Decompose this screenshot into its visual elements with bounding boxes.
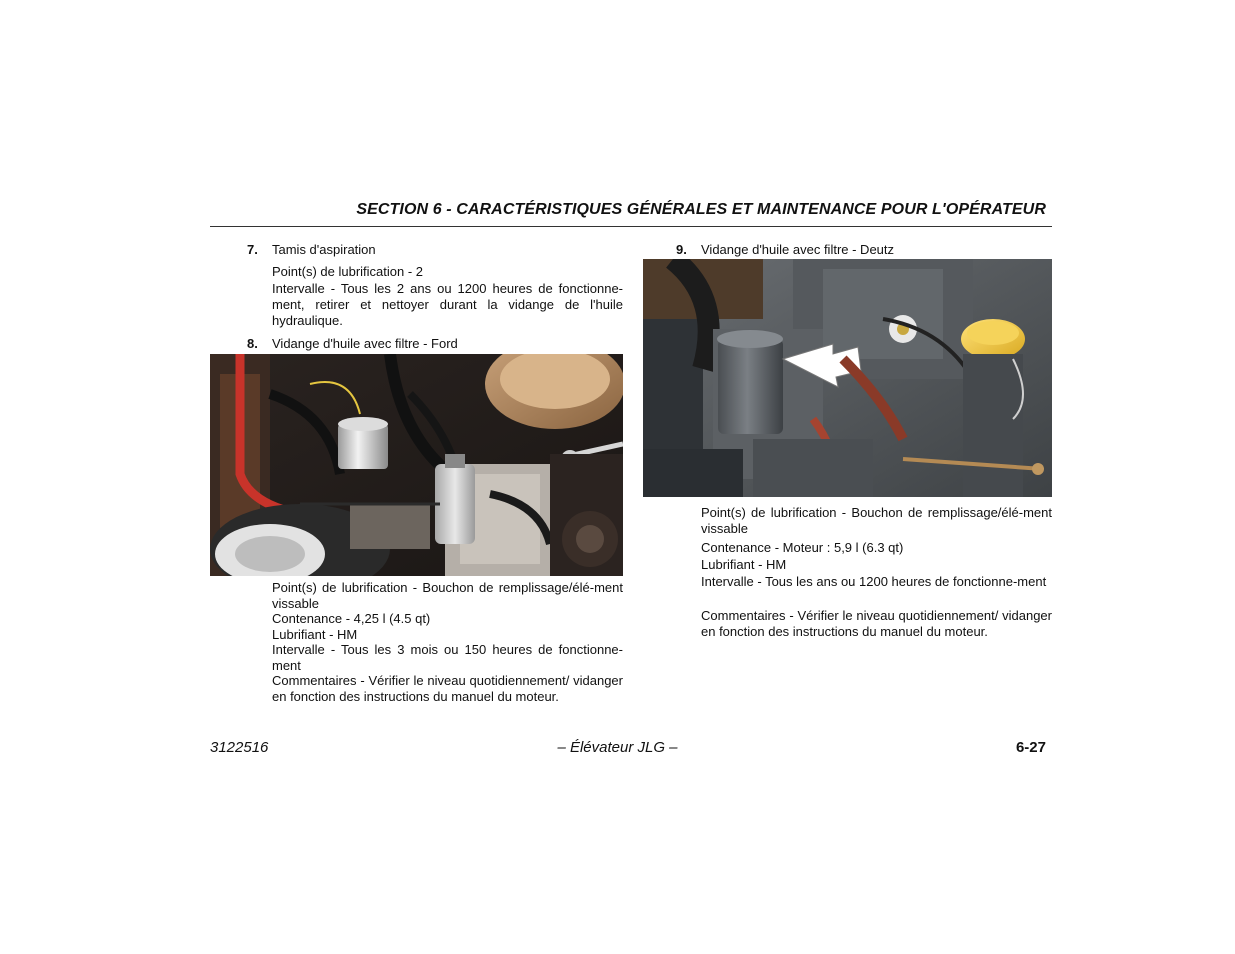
item-9-capacity: Contenance - Moteur : 5,9 l (6.3 qt) — [701, 540, 904, 555]
item-9-comments: Commentaires - Vérifier le niveau quotidiennement/ vidanger en fonction des instructions du manuel du moteur. — [701, 608, 1052, 639]
item-9-lubricant: Lubrifiant - HM — [701, 557, 787, 572]
item-8-title: Vidange d'huile avec filtre - Ford — [272, 336, 458, 351]
item-8-interval: Intervalle - Tous les 3 mois ou 150 heures de fonctionne-ment — [272, 642, 623, 673]
item-7-number: 7. — [247, 242, 258, 257]
footer-product-name: – Élévateur JLG – — [557, 739, 678, 756]
header-divider — [210, 226, 1052, 227]
item-8-number: 8. — [247, 336, 258, 351]
item-8-lubricant: Lubrifiant - HM — [272, 627, 358, 642]
item-9-interval: Intervalle - Tous les ans ou 1200 heures de fonctionne-ment — [701, 574, 1047, 589]
document-number: 3122516 — [210, 739, 269, 756]
deutz-engine-photo — [643, 259, 1052, 497]
item-8-comments: Commentaires - Vérifier le niveau quotidiennement/ vidanger en fonction des instructions du manuel du moteur. — [272, 673, 623, 704]
item-9-number: 9. — [676, 242, 687, 257]
item-8-capacity: Contenance - 4,25 l (4.5 qt) — [272, 611, 431, 626]
item-7-interval: Intervalle - Tous les 2 ans ou 1200 heures de fonctionne-ment, retirer et nettoyer durant la vidange de l'huile hydraulique. — [272, 281, 623, 328]
item-8-lubrication-points: Point(s) de lubrification - Bouchon de remplissage/élé-ment vissable — [272, 580, 623, 611]
item-7-lubrication-points: Point(s) de lubrification - 2 — [272, 264, 424, 279]
section-title: SECTION 6 - CARACTÉRISTIQUES GÉNÉRALES ET MAINTENANCE POUR L'OPÉRATEUR — [356, 201, 1046, 218]
item-7-title: Tamis d'aspiration — [272, 242, 376, 257]
item-9-lubrication-points: Point(s) de lubrification - Bouchon de remplissage/élé-ment vissable — [701, 505, 1052, 536]
page-number: 6-27 — [1015, 739, 1046, 756]
ford-engine-photo — [210, 354, 623, 576]
item-9-title: Vidange d'huile avec filtre - Deutz — [701, 242, 895, 257]
